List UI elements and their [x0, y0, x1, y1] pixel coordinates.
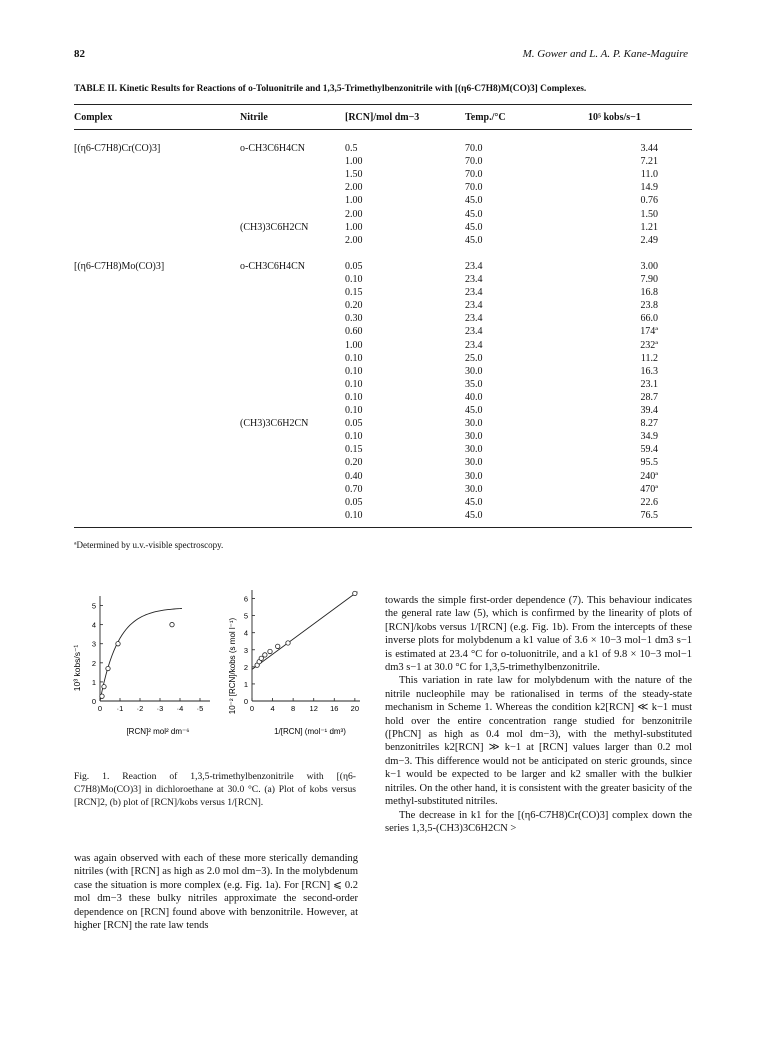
table-row — [0, 392, 768, 405]
panel_b-xtick-label: 0 — [249, 704, 255, 713]
cell-concentration: 1.00 — [345, 195, 363, 207]
panel_b-xtick-label: 12 — [309, 704, 318, 713]
cell-temperature: 45.0 — [465, 234, 483, 246]
panel_b-xtick-label: 16 — [330, 704, 339, 713]
left-column-text — [74, 852, 358, 932]
cell-concentration: 0.15 — [345, 444, 363, 456]
cell-concentration: 0.05 — [345, 260, 363, 272]
panel_a-data-point — [102, 684, 106, 688]
cell-concentration: 2.00 — [345, 182, 363, 194]
cell-temperature: 30.0 — [465, 457, 483, 469]
cell-rate-constant: 240ª — [640, 470, 658, 482]
cell-temperature: 30.0 — [465, 483, 483, 495]
cell-temperature: 30.0 — [465, 365, 483, 377]
cell-rate-constant: 2.49 — [640, 234, 658, 246]
cell-temperature: 30.0 — [465, 470, 483, 482]
panel_b-xtick-label: 20 — [350, 704, 360, 713]
cell-rate-constant: 23.1 — [640, 378, 658, 390]
cell-rate-constant: 1.21 — [640, 221, 658, 233]
table-row — [0, 261, 768, 274]
cell-concentration: 0.05 — [345, 496, 363, 508]
cell-temperature: 45.0 — [465, 195, 483, 207]
panel_a-data-point — [100, 694, 104, 698]
header-concentration: [RCN]/mol dm−3 — [345, 112, 420, 123]
cell-rate-constant: 174ª — [640, 326, 658, 338]
panel_a-ytick-label: 2 — [91, 658, 96, 668]
cell-temperature: 23.4 — [465, 300, 483, 312]
figure-1 — [70, 586, 360, 746]
cell-concentration: 0.10 — [345, 431, 363, 443]
cell-rate-constant: 16.3 — [640, 365, 658, 377]
cell-rate-constant: 11.2 — [640, 352, 658, 364]
cell-concentration: 1.00 — [345, 221, 363, 233]
header-temperature: Temp./°C — [465, 112, 506, 123]
panel_b-ytick-label: 0 — [243, 697, 248, 706]
table-row — [0, 156, 768, 169]
header-complex: Complex — [74, 112, 113, 123]
panel_a-xtick-label: 0 — [97, 704, 103, 713]
cell-temperature: 45.0 — [465, 496, 483, 508]
panel_a-ytick-label: 4 — [91, 620, 96, 630]
cell-concentration: 0.60 — [345, 326, 363, 338]
cell-temperature: 45.0 — [465, 208, 483, 220]
table-caption: TABLE II. Kinetic Results for Reactions of o-Toluonitrile and 1,3,5-Trimethylbenzonitrile with [(η6-C7H8)M(CO)3] Complexes. — [74, 84, 587, 94]
panel-a — [72, 596, 210, 736]
table-header-rule — [74, 129, 692, 130]
cell-concentration: 0.10 — [345, 391, 363, 403]
page-number: 82 — [74, 48, 85, 60]
cell-temperature: 23.4 — [465, 287, 483, 299]
cell-concentration: 0.10 — [345, 378, 363, 390]
cell-concentration: 0.20 — [345, 457, 363, 469]
panel_b-ytick-label: 4 — [243, 628, 248, 638]
panel_b-ytick-label: 1 — [243, 679, 248, 689]
cell-rate-constant: 95.5 — [640, 457, 658, 469]
table-row — [0, 169, 768, 182]
cell-rate-constant: 76.5 — [640, 509, 658, 521]
panel_a-xtick-label: ·5 — [196, 704, 204, 713]
panel_a-data-point — [106, 666, 110, 670]
table-row — [0, 353, 768, 366]
table-row — [0, 431, 768, 444]
header-nitrile: Nitrile — [240, 112, 268, 123]
panel_b-data-point — [276, 644, 280, 648]
running-head: M. Gower and L. A. P. Kane-Maguire — [522, 48, 688, 60]
cell-rate-constant: 1.50 — [640, 208, 658, 220]
panel_b-data-point — [353, 591, 357, 595]
cell-concentration: 2.00 — [345, 208, 363, 220]
cell-temperature: 40.0 — [465, 391, 483, 403]
panel_a-ytick-label: 1 — [91, 677, 96, 687]
cell-concentration: 0.20 — [345, 300, 363, 312]
table-row — [0, 143, 768, 156]
panel_a-fit-line — [100, 608, 182, 701]
cell-temperature: 23.4 — [465, 339, 483, 351]
cell-concentration: 0.5 — [345, 143, 358, 154]
cell-rate-constant: 39.4 — [640, 405, 658, 416]
right-paragraph: The decrease in k1 for the [(η6-C7H8)Cr(CO)3] complex down the series 1,3,5-(CH3)3C6H2CN > — [385, 809, 692, 834]
cell-concentration: 0.10 — [345, 352, 363, 364]
cell-complex: [(η6-C7H8)Mo(CO)3] — [74, 260, 165, 272]
table-row — [0, 222, 768, 235]
cell-concentration: 0.10 — [345, 509, 363, 521]
cell-nitrile: o-CH3C6H4CN — [240, 260, 306, 272]
panel_b-xtick-label: 4 — [270, 704, 275, 713]
panel_a-xtick-label: ·1 — [116, 704, 124, 713]
panel_b-data-point — [259, 656, 263, 660]
figure-caption: Fig. 1. Reaction of 1,3,5-trimethylbenzonitrile with [(η6-C7H8)Mo(CO)3] in dichloroethane at 30.0 °C. (a) Plot of kobs versus [RCN]2, (b) plot of [RCN]/kobs versus 1/[RCN]. — [74, 771, 356, 809]
table-row — [0, 182, 768, 195]
table-row — [0, 300, 768, 313]
panel_b-ytick-label: 6 — [243, 594, 248, 604]
cell-concentration: 0.10 — [345, 365, 363, 377]
cell-rate-constant: 66.0 — [640, 313, 658, 325]
cell-rate-constant: 3.44 — [640, 143, 658, 154]
table-row — [0, 340, 768, 353]
cell-temperature: 45.0 — [465, 509, 483, 521]
panel_b-ytick-label: 5 — [243, 611, 248, 621]
cell-complex: [(η6-C7H8)Cr(CO)3] — [74, 143, 161, 154]
cell-rate-constant: 232ª — [640, 339, 658, 351]
cell-concentration: 0.10 — [345, 274, 363, 285]
table-row — [0, 457, 768, 470]
panel_b-data-point — [268, 649, 272, 653]
cell-nitrile: o-CH3C6H4CN — [240, 143, 306, 154]
cell-concentration: 0.05 — [345, 418, 363, 430]
cell-concentration: 0.30 — [345, 313, 363, 325]
table-row — [0, 195, 768, 208]
cell-temperature: 23.4 — [465, 326, 483, 338]
right-column-text — [385, 594, 692, 835]
cell-rate-constant: 59.4 — [640, 444, 658, 456]
cell-rate-constant: 16.8 — [640, 287, 658, 299]
cell-temperature: 70.0 — [465, 143, 483, 154]
table-top-rule — [74, 104, 692, 105]
table-row — [0, 471, 768, 484]
cell-concentration: 0.10 — [345, 405, 363, 416]
cell-rate-constant: 8.27 — [640, 418, 658, 430]
cell-temperature: 25.0 — [465, 352, 483, 364]
cell-concentration: 2.00 — [345, 234, 363, 246]
table-row — [0, 497, 768, 510]
table-row — [0, 235, 768, 248]
panel-b-xlabel: 1/[RCN] (mol⁻¹ dm³) — [274, 727, 346, 736]
figure-1-svg — [70, 586, 360, 746]
panel_a-ytick-label: 3 — [91, 639, 96, 649]
cell-temperature: 30.0 — [465, 444, 483, 456]
table-bottom-rule — [74, 527, 692, 528]
cell-rate-constant: 28.7 — [640, 391, 658, 403]
cell-concentration: 0.15 — [345, 287, 363, 299]
table-row — [0, 313, 768, 326]
header-rate-constant: 10⁵ kobs/s−1 — [588, 112, 641, 123]
table-row — [0, 418, 768, 431]
table-row — [0, 248, 768, 261]
cell-rate-constant: 3.00 — [640, 260, 658, 272]
cell-temperature: 70.0 — [465, 156, 483, 168]
panel_a-ytick-label: 0 — [91, 697, 96, 706]
panel_a-data-point — [116, 642, 120, 646]
panel-b — [228, 590, 360, 736]
panel_b-ytick-label: 3 — [243, 645, 248, 655]
table-row — [0, 366, 768, 379]
cell-concentration: 1.00 — [345, 156, 363, 168]
cell-temperature: 23.4 — [465, 260, 483, 272]
panel_a-xtick-label: ·2 — [136, 704, 144, 713]
table-row — [0, 274, 768, 287]
table-footnote: ªDetermined by u.v.-visible spectroscopy. — [74, 540, 224, 550]
panel_b-data-point — [263, 653, 267, 657]
panel-b-ylabel: 10⁻² [RCN]/kobs (s mol l⁻¹) — [228, 617, 237, 715]
cell-rate-constant: 22.6 — [640, 496, 658, 508]
cell-concentration: 1.00 — [345, 339, 363, 351]
cell-rate-constant: 0.76 — [640, 195, 658, 207]
cell-rate-constant: 470ª — [640, 483, 658, 495]
cell-temperature: 45.0 — [465, 221, 483, 233]
cell-rate-constant: 34.9 — [640, 431, 658, 443]
cell-temperature: 23.4 — [465, 274, 483, 285]
cell-nitrile: (CH3)3C6H2CN — [240, 418, 309, 430]
cell-temperature: 23.4 — [465, 313, 483, 325]
right-paragraph: towards the simple first-order dependence (7). This behaviour indicates the general rate law (5), which is confirmed by the linearity of plots of [RCN]/kobs versus 1/[RCN] (e.g. Fig. 1b). From the intercepts of these inverse plots for molybdenum a k1 value of 3.6 × 10−3 mol−1 dm3 s−1 is estimated at 23.4 °C for o-toluonitrile, and a k1 of 9.8 × 10−3 mol−1 dm3 s−1 at 30.0 °C for 1,3,5-trimethylbenzonitrile. — [385, 595, 692, 674]
cell-temperature: 30.0 — [465, 431, 483, 443]
right-paragraph: This variation in rate law for molybdenum with the nature of the nitrile nucleophile may be rationalised in terms of the steady-state mechanism in Scheme 1. Whereas the condition k2[RCN] ≪ k−1 must hold over the entire concentration range studied for benzonitrile ([PhCN] as high as 0.4 mol dm−3), with the methyl-substituted benzonitriles k2[RCN] ≫ k−1 at [RCN] values larger than 0.2 mol dm−3. This difference would not be anticipated on steric grounds, since k−1 would be expected to be larger and k2 smaller with the bulkier nitriles. On the other hand, it is consistent with the greater basicity of the methyl-substituted nitriles. — [385, 675, 692, 808]
cell-temperature: 45.0 — [465, 405, 483, 416]
panel-a-xlabel: [RCN]² mol² dm⁻⁶ — [126, 727, 190, 736]
panel_b-fit-line — [252, 592, 357, 670]
table-row — [0, 379, 768, 392]
table-row — [0, 326, 768, 339]
panel-a-ylabel: 10³ kobs/s⁻¹ — [72, 644, 82, 692]
cell-concentration: 1.50 — [345, 169, 363, 181]
table-row — [0, 405, 768, 418]
table-row — [0, 287, 768, 300]
cell-concentration: 0.40 — [345, 470, 363, 482]
cell-nitrile: (CH3)3C6H2CN — [240, 221, 309, 233]
cell-temperature: 70.0 — [465, 182, 483, 194]
cell-rate-constant: 7.21 — [640, 156, 658, 168]
table-row — [0, 510, 768, 523]
cell-temperature: 70.0 — [465, 169, 483, 181]
cell-rate-constant: 23.8 — [640, 300, 658, 312]
cell-rate-constant: 7.90 — [640, 274, 658, 285]
panel_b-xtick-label: 8 — [291, 704, 296, 713]
panel_b-ytick-label: 2 — [243, 662, 248, 672]
panel_a-ytick-label: 5 — [91, 601, 96, 611]
table-row — [0, 209, 768, 222]
table-row — [0, 444, 768, 457]
table-row — [0, 484, 768, 497]
cell-temperature: 30.0 — [465, 418, 483, 430]
left-paragraph: was again observed with each of these more sterically demanding nitriles (with [RCN] as high as 2.0 mol dm−3). In the molybdenum case the situation is more complex (e.g. Fig. 1a). For [RCN] ⩽ 0.2 mol dm−3 these bulky nitriles approximate the second-order dependence on [RCN] found above with benzonitrile. However, at higher [RCN] the rate law tends — [74, 853, 358, 932]
panel_a-data-point — [170, 622, 174, 626]
panel_b-data-point — [286, 641, 290, 645]
panel_a-xtick-label: ·3 — [156, 704, 164, 713]
panel_a-xtick-label: ·4 — [176, 704, 184, 713]
cell-concentration: 0.70 — [345, 483, 363, 495]
cell-rate-constant: 14.9 — [640, 182, 658, 194]
cell-rate-constant: 11.0 — [640, 169, 658, 181]
cell-temperature: 35.0 — [465, 378, 483, 390]
